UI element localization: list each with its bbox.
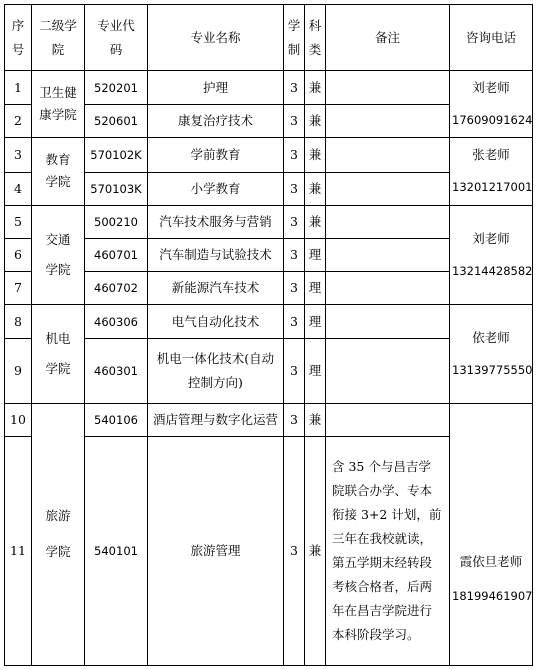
code-cell: 500210: [85, 205, 148, 238]
duration-cell: 3: [284, 339, 305, 403]
name-cell: 新能源汽车技术: [148, 271, 284, 304]
name-cell: 电气自动化技术: [148, 305, 284, 339]
code-cell: 540106: [85, 403, 148, 436]
table-row: [5, 305, 533, 339]
note-cell: [326, 238, 450, 271]
name-cell: 旅游管理: [148, 436, 284, 665]
contact-cell: 霞依旦老师 18199461907: [450, 403, 533, 665]
category-cell: 理: [305, 305, 326, 339]
duration-cell: 3: [284, 71, 305, 105]
duration-cell: 3: [284, 305, 305, 339]
name-cell: 小学教育: [148, 172, 284, 205]
contact-cell: 刘老师 17609091624: [450, 71, 533, 138]
header-name: 专业名称: [148, 5, 284, 71]
code-cell: 520201: [85, 71, 148, 105]
header-college: 二级学 院: [32, 5, 85, 71]
duration-cell: 3: [284, 436, 305, 665]
name-cell: 机电一体化技术(自动 控制方向): [148, 339, 284, 403]
college-cell: 教育 学院: [32, 138, 85, 205]
note-cell: [326, 138, 450, 172]
note-cell: [326, 105, 450, 138]
duration-cell: 3: [284, 238, 305, 271]
duration-cell: 3: [284, 105, 305, 138]
note-cell: [326, 205, 450, 238]
contact-cell: 刘老师 13214428582: [450, 205, 533, 304]
header-note: 备注: [326, 5, 450, 71]
seq-cell: 6: [5, 238, 32, 271]
code-cell: 460306: [85, 305, 148, 339]
college-cell: 卫生健 康学院: [32, 71, 85, 138]
seq-cell: 7: [5, 271, 32, 304]
table-row: [5, 403, 533, 436]
duration-cell: 3: [284, 205, 305, 238]
category-cell: 兼: [305, 172, 326, 205]
college-cell: 旅游 学院: [32, 403, 85, 665]
name-cell: 酒店管理与数字化运营: [148, 403, 284, 436]
category-cell: 兼: [305, 138, 326, 172]
note-cell: [326, 271, 450, 304]
code-cell: 540101: [85, 436, 148, 665]
code-cell: 460701: [85, 238, 148, 271]
note-cell: [326, 403, 450, 436]
duration-cell: 3: [284, 271, 305, 304]
duration-cell: 3: [284, 138, 305, 172]
name-cell: 汽车制造与试验技术: [148, 238, 284, 271]
name-cell: 汽车技术服务与营销: [148, 205, 284, 238]
header-row: [5, 5, 533, 71]
college-cell: 机电 学院: [32, 305, 85, 403]
code-cell: 570103K: [85, 172, 148, 205]
note-cell: 含 35 个与昌吉学院联合办学、专本衔接 3+2 计划，前三年在我校就读，第五学期末经转段考核合格者，后两年在昌吉学院进行本科阶段学习。: [326, 436, 450, 665]
seq-cell: 9: [5, 339, 32, 403]
header-code: 专业代 码: [85, 5, 148, 71]
contact-cell: 依老师 13139775550: [450, 305, 533, 403]
code-cell: 460301: [85, 339, 148, 403]
note-cell: [326, 339, 450, 403]
seq-cell: 8: [5, 305, 32, 339]
category-cell: 理: [305, 339, 326, 403]
note-cell: [326, 172, 450, 205]
code-cell: 460702: [85, 271, 148, 304]
seq-cell: 3: [5, 138, 32, 172]
table-row: [5, 205, 533, 238]
header-phone: 咨询电话: [450, 5, 533, 71]
seq-cell: 10: [5, 403, 32, 436]
seq-cell: 2: [5, 105, 32, 138]
header-duration: 学 制: [284, 5, 305, 71]
category-cell: 兼: [305, 205, 326, 238]
note-cell: [326, 71, 450, 105]
table-row: [5, 71, 533, 105]
contact-cell: 张老师 13201217001: [450, 138, 533, 205]
seq-cell: 5: [5, 205, 32, 238]
duration-cell: 3: [284, 403, 305, 436]
category-cell: 兼: [305, 436, 326, 665]
college-cell: 交通 学院: [32, 205, 85, 304]
header-category: 科 类: [305, 5, 326, 71]
category-cell: 理: [305, 238, 326, 271]
seq-cell: 11: [5, 436, 32, 665]
category-cell: 兼: [305, 105, 326, 138]
category-cell: 兼: [305, 71, 326, 105]
table-row: [5, 138, 533, 172]
seq-cell: 4: [5, 172, 32, 205]
code-cell: 570102K: [85, 138, 148, 172]
category-cell: 兼: [305, 403, 326, 436]
note-cell: [326, 305, 450, 339]
duration-cell: 3: [284, 172, 305, 205]
seq-cell: 1: [5, 71, 32, 105]
name-cell: 学前教育: [148, 138, 284, 172]
name-cell: 护理: [148, 71, 284, 105]
header-seq: 序 号: [5, 5, 32, 71]
program-table: [4, 4, 533, 666]
code-cell: 520601: [85, 105, 148, 138]
category-cell: 理: [305, 271, 326, 304]
name-cell: 康复治疗技术: [148, 105, 284, 138]
